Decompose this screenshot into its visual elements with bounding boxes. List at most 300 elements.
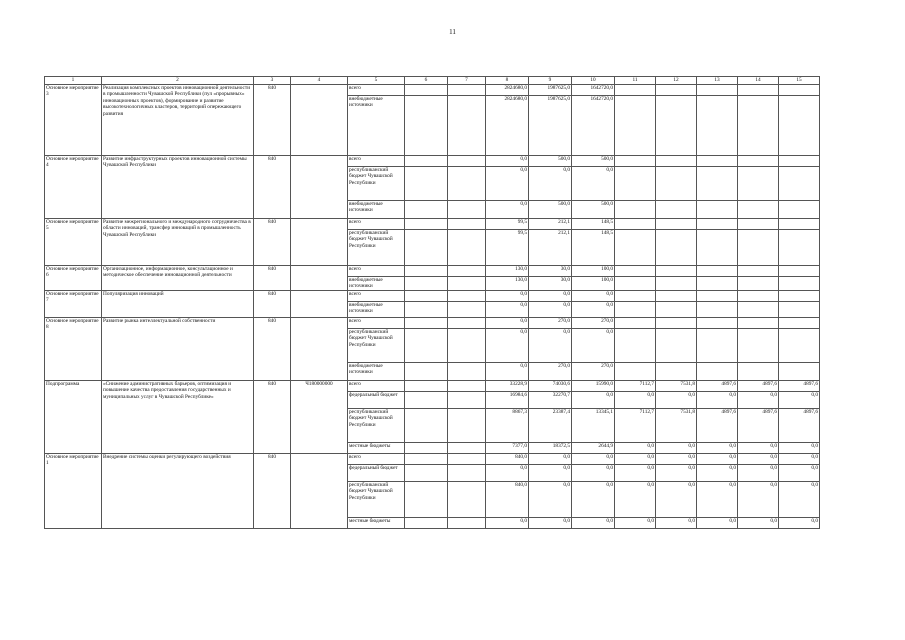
financing-table — [44, 76, 820, 529]
value-cell: 0,0 — [572, 465, 615, 482]
table-row — [45, 219, 820, 230]
funding-source-cell: всего — [348, 381, 405, 392]
value-cell: 0,0 — [529, 302, 572, 318]
value-cell: 18372,5 — [529, 443, 572, 454]
value-cell: 0,0 — [486, 201, 529, 219]
col-header: 14 — [738, 77, 779, 85]
value-cell — [448, 302, 486, 318]
value-cell — [738, 277, 779, 291]
value-cell — [656, 201, 697, 219]
col-header: 2 — [102, 77, 254, 85]
value-cell: 0,0 — [779, 482, 820, 518]
value-cell: 0,0 — [656, 454, 697, 465]
funding-source-cell: всего — [348, 291, 405, 302]
value-cell: 0,0 — [486, 363, 529, 381]
value-cell — [405, 482, 448, 518]
program-description-cell: Внедрение системы оценки регулирующего воздействия — [102, 454, 254, 529]
col-header: 13 — [697, 77, 738, 85]
value-cell — [697, 156, 738, 167]
value-cell — [656, 230, 697, 266]
value-cell: 0,0 — [529, 329, 572, 363]
program-description-cell: Популяризация инноваций — [102, 291, 254, 318]
value-cell: 0,0 — [529, 291, 572, 302]
value-cell — [779, 277, 820, 291]
value-cell — [615, 329, 656, 363]
value-cell — [779, 266, 820, 277]
value-cell: 99,5 — [486, 219, 529, 230]
table-row — [45, 85, 820, 96]
value-cell — [779, 329, 820, 363]
code-cell: 840 — [254, 381, 291, 454]
value-cell — [405, 219, 448, 230]
value-cell — [779, 96, 820, 156]
value-cell: 7377,0 — [486, 443, 529, 454]
value-cell: 7112,7 — [615, 381, 656, 392]
program-name-cell: Основное мероприятие 7 — [45, 291, 102, 318]
code-cell: 840 — [254, 454, 291, 529]
value-cell — [448, 392, 486, 409]
value-cell — [448, 465, 486, 482]
value-cell: 0,0 — [572, 302, 615, 318]
value-cell — [738, 219, 779, 230]
value-cell — [448, 454, 486, 465]
value-cell — [615, 302, 656, 318]
value-cell: 130,0 — [486, 266, 529, 277]
program-description-cell: Развитие межрегионального и международного сотрудничества в области инноваций, трансфер инноваций в промышленность Чувашской Республики — [102, 219, 254, 266]
value-cell: 0,0 — [486, 465, 529, 482]
value-cell: 0,0 — [697, 518, 738, 529]
value-cell — [779, 302, 820, 318]
value-cell: 0,0 — [486, 156, 529, 167]
value-cell — [405, 443, 448, 454]
code-cell — [291, 85, 348, 156]
value-cell: 0,0 — [779, 465, 820, 482]
value-cell — [656, 156, 697, 167]
value-cell: 32270,7 — [529, 392, 572, 409]
col-header: 8 — [486, 77, 529, 85]
value-cell: 0,0 — [697, 454, 738, 465]
value-cell: 7112,7 — [615, 409, 656, 443]
value-cell: 500,0 — [529, 201, 572, 219]
program-name-cell: Основное мероприятие 1 — [45, 454, 102, 529]
value-cell: 0,0 — [738, 518, 779, 529]
value-cell: 270,0 — [572, 363, 615, 381]
value-cell: 0,0 — [529, 482, 572, 518]
value-cell — [615, 201, 656, 219]
value-cell — [738, 156, 779, 167]
code-cell: 840 — [254, 266, 291, 291]
col-header: 9 — [529, 77, 572, 85]
page-number: 11 — [449, 28, 456, 36]
table-row — [45, 291, 820, 302]
value-cell — [656, 85, 697, 96]
value-cell — [656, 266, 697, 277]
value-cell — [656, 302, 697, 318]
value-cell: 0,0 — [779, 518, 820, 529]
value-cell: 0,0 — [615, 482, 656, 518]
table-body — [45, 85, 820, 529]
value-cell: 0,0 — [615, 465, 656, 482]
col-header: 5 — [348, 77, 405, 85]
value-cell — [697, 201, 738, 219]
program-description-cell: Организационное, информационное, консультационное и методическое обеспечение инновационной деятельности — [102, 266, 254, 291]
value-cell: 500,0 — [529, 156, 572, 167]
value-cell: 1642720,0 — [572, 85, 615, 96]
value-cell: 212,1 — [529, 230, 572, 266]
value-cell: 0,0 — [615, 518, 656, 529]
value-cell: 0,0 — [738, 392, 779, 409]
financing-table-container — [44, 76, 819, 529]
value-cell: 13345,1 — [572, 409, 615, 443]
value-cell — [405, 291, 448, 302]
value-cell: 100,0 — [572, 266, 615, 277]
value-cell — [615, 156, 656, 167]
value-cell: 0,0 — [615, 454, 656, 465]
funding-source-cell: республиканский бюджет Чувашской Республики — [348, 329, 405, 363]
value-cell: 100,0 — [572, 277, 615, 291]
value-cell — [448, 518, 486, 529]
value-cell — [448, 318, 486, 329]
value-cell: 130,0 — [486, 277, 529, 291]
program-description-cell: «Снижение административных барьеров, оптимизация и повышение качества предоставления государственных и муниципальных услуг в Чувашской Республике» — [102, 381, 254, 454]
value-cell: 16984,6 — [486, 392, 529, 409]
value-cell: 0,0 — [738, 454, 779, 465]
value-cell: 0,0 — [572, 167, 615, 201]
table-row — [45, 156, 820, 167]
code-cell: 840 — [254, 318, 291, 381]
program-description-cell: Реализация комплексных проектов инновационной деятельности в промышленности Чувашской Республики (пул «прорывных» инновационных проектов), формирование и развитие высокотехнологичных кластеров, территорий опережающего развития — [102, 85, 254, 156]
value-cell: 270,0 — [572, 318, 615, 329]
value-cell — [405, 454, 448, 465]
value-cell — [656, 291, 697, 302]
value-cell: 270,0 — [529, 363, 572, 381]
value-cell: 500,0 — [572, 156, 615, 167]
funding-source-cell: республиканский бюджет Чувашской Республики — [348, 482, 405, 518]
value-cell: 0,0 — [572, 291, 615, 302]
value-cell — [405, 156, 448, 167]
code-cell — [291, 156, 348, 219]
value-cell: 840,0 — [486, 454, 529, 465]
value-cell: 0,0 — [738, 465, 779, 482]
value-cell: 270,0 — [529, 318, 572, 329]
value-cell: 0,0 — [656, 518, 697, 529]
value-cell — [405, 363, 448, 381]
value-cell — [448, 409, 486, 443]
value-cell — [448, 291, 486, 302]
value-cell — [738, 318, 779, 329]
value-cell — [656, 219, 697, 230]
funding-source-cell: всего — [348, 318, 405, 329]
value-cell: 0,0 — [697, 443, 738, 454]
value-cell: 2824680,0 — [486, 96, 529, 156]
value-cell — [448, 329, 486, 363]
value-cell: 30,0 — [529, 277, 572, 291]
value-cell: 0,0 — [738, 443, 779, 454]
program-description-cell: Развитие инфраструктурных проектов инновационной системы Чувашской Республики — [102, 156, 254, 219]
value-cell — [656, 329, 697, 363]
value-cell — [738, 266, 779, 277]
value-cell: 23387,4 — [529, 409, 572, 443]
col-header: 4 — [291, 77, 348, 85]
value-cell: 0,0 — [572, 518, 615, 529]
value-cell — [779, 291, 820, 302]
funding-source-cell: всего — [348, 454, 405, 465]
value-cell: 0,0 — [615, 392, 656, 409]
value-cell — [405, 96, 448, 156]
value-cell: 0,0 — [656, 443, 697, 454]
value-cell: 148,5 — [572, 230, 615, 266]
value-cell: 0,0 — [738, 482, 779, 518]
value-cell: 0,0 — [529, 465, 572, 482]
value-cell — [615, 85, 656, 96]
value-cell — [615, 363, 656, 381]
program-name-cell: Подпрограмма — [45, 381, 102, 454]
value-cell — [779, 230, 820, 266]
value-cell — [405, 518, 448, 529]
value-cell — [405, 302, 448, 318]
value-cell: 0,0 — [486, 302, 529, 318]
value-cell: 0,0 — [697, 392, 738, 409]
header-row — [45, 77, 820, 85]
value-cell — [615, 219, 656, 230]
value-cell — [615, 277, 656, 291]
value-cell: 7531,8 — [656, 381, 697, 392]
value-cell — [779, 156, 820, 167]
value-cell — [405, 201, 448, 219]
value-cell — [448, 167, 486, 201]
program-name-cell: Основное мероприятие 6 — [45, 266, 102, 291]
value-cell — [405, 409, 448, 443]
value-cell — [448, 85, 486, 96]
value-cell — [656, 96, 697, 156]
value-cell — [615, 96, 656, 156]
value-cell: 0,0 — [572, 482, 615, 518]
value-cell — [697, 266, 738, 277]
value-cell — [615, 167, 656, 201]
value-cell — [656, 318, 697, 329]
value-cell — [656, 363, 697, 381]
value-cell: 2824680,0 — [486, 85, 529, 96]
col-header: 10 — [572, 77, 615, 85]
value-cell — [738, 291, 779, 302]
value-cell: 0,0 — [529, 167, 572, 201]
value-cell: 99,5 — [486, 230, 529, 266]
value-cell — [697, 96, 738, 156]
value-cell — [738, 201, 779, 219]
program-name-cell: Основное мероприятие 8 — [45, 318, 102, 381]
code-cell: 840 — [254, 85, 291, 156]
value-cell: 0,0 — [697, 482, 738, 518]
value-cell — [405, 318, 448, 329]
value-cell — [405, 167, 448, 201]
value-cell: 0,0 — [486, 291, 529, 302]
value-cell — [779, 219, 820, 230]
value-cell — [615, 318, 656, 329]
value-cell: 0,0 — [656, 465, 697, 482]
value-cell — [448, 482, 486, 518]
value-cell — [697, 85, 738, 96]
funding-source-cell: республиканский бюджет Чувашской Республики — [348, 167, 405, 201]
value-cell — [738, 167, 779, 201]
value-cell — [615, 230, 656, 266]
funding-source-cell: местные бюджеты — [348, 443, 405, 454]
table-row — [45, 318, 820, 329]
value-cell — [779, 318, 820, 329]
value-cell: 0,0 — [486, 518, 529, 529]
value-cell: 1987625,0 — [529, 96, 572, 156]
code-cell: Ч180000000 — [291, 381, 348, 454]
value-cell — [448, 266, 486, 277]
code-cell — [291, 318, 348, 381]
value-cell: 74030,6 — [529, 381, 572, 392]
funding-source-cell: всего — [348, 219, 405, 230]
value-cell: 33228,9 — [486, 381, 529, 392]
value-cell — [697, 363, 738, 381]
value-cell: 0,0 — [779, 392, 820, 409]
col-header: 6 — [405, 77, 448, 85]
program-name-cell: Основное мероприятие 4 — [45, 156, 102, 219]
value-cell — [697, 167, 738, 201]
value-cell — [448, 230, 486, 266]
value-cell — [656, 277, 697, 291]
value-cell — [405, 85, 448, 96]
value-cell: 1642720,0 — [572, 96, 615, 156]
value-cell: 0,0 — [615, 443, 656, 454]
value-cell — [779, 167, 820, 201]
value-cell: 500,0 — [572, 201, 615, 219]
value-cell — [448, 156, 486, 167]
col-header: 7 — [448, 77, 486, 85]
value-cell — [738, 302, 779, 318]
value-cell: 0,0 — [486, 167, 529, 201]
value-cell: 0,0 — [529, 518, 572, 529]
funding-source-cell: внебюджетные источники — [348, 96, 405, 156]
value-cell: 0,0 — [656, 482, 697, 518]
value-cell — [405, 277, 448, 291]
value-cell — [779, 85, 820, 96]
funding-source-cell: республиканский бюджет Чувашской Республики — [348, 230, 405, 266]
value-cell — [448, 96, 486, 156]
col-header: 15 — [779, 77, 820, 85]
value-cell: 4897,6 — [697, 381, 738, 392]
program-name-cell: Основное мероприятие 3 — [45, 85, 102, 156]
value-cell — [738, 329, 779, 363]
value-cell — [779, 201, 820, 219]
value-cell: 0,0 — [572, 392, 615, 409]
value-cell — [405, 329, 448, 363]
value-cell: 15990,0 — [572, 381, 615, 392]
funding-source-cell: республиканский бюджет Чувашской Республики — [348, 409, 405, 443]
value-cell — [448, 219, 486, 230]
value-cell: 4897,6 — [779, 409, 820, 443]
value-cell: 2644,9 — [572, 443, 615, 454]
value-cell — [697, 302, 738, 318]
value-cell: 0,0 — [572, 329, 615, 363]
code-cell — [291, 454, 348, 529]
funding-source-cell: всего — [348, 85, 405, 96]
value-cell: 0,0 — [779, 443, 820, 454]
table-row — [45, 381, 820, 392]
code-cell: 840 — [254, 219, 291, 266]
value-cell — [738, 85, 779, 96]
value-cell — [405, 230, 448, 266]
value-cell — [448, 381, 486, 392]
value-cell — [697, 277, 738, 291]
value-cell — [405, 381, 448, 392]
value-cell — [738, 363, 779, 381]
funding-source-cell: федеральный бюджет — [348, 392, 405, 409]
value-cell: 0,0 — [486, 329, 529, 363]
value-cell: 1987625,0 — [529, 85, 572, 96]
funding-source-cell: внебюджетные источники — [348, 363, 405, 381]
funding-source-cell: внебюджетные источники — [348, 302, 405, 318]
funding-source-cell: внебюджетные источники — [348, 277, 405, 291]
value-cell — [405, 392, 448, 409]
funding-source-cell: всего — [348, 156, 405, 167]
code-cell — [291, 291, 348, 318]
code-cell — [291, 266, 348, 291]
value-cell — [779, 363, 820, 381]
value-cell — [697, 318, 738, 329]
value-cell — [697, 230, 738, 266]
value-cell — [738, 96, 779, 156]
col-header: 1 — [45, 77, 102, 85]
value-cell: 0,0 — [572, 454, 615, 465]
value-cell: 0,0 — [656, 392, 697, 409]
value-cell — [405, 465, 448, 482]
program-name-cell: Основное мероприятие 5 — [45, 219, 102, 266]
table-row — [45, 454, 820, 465]
value-cell: 0,0 — [486, 318, 529, 329]
value-cell — [738, 230, 779, 266]
value-cell: 212,1 — [529, 219, 572, 230]
value-cell — [615, 266, 656, 277]
col-header: 3 — [254, 77, 291, 85]
funding-source-cell: федеральный бюджет — [348, 465, 405, 482]
col-header: 12 — [656, 77, 697, 85]
value-cell: 0,0 — [697, 465, 738, 482]
value-cell: 4897,6 — [779, 381, 820, 392]
value-cell: 8867,3 — [486, 409, 529, 443]
value-cell: 30,0 — [529, 266, 572, 277]
program-description-cell: Развитие рынка интеллектуальной собственности — [102, 318, 254, 381]
value-cell — [448, 277, 486, 291]
value-cell — [697, 329, 738, 363]
funding-source-cell: местные бюджеты — [348, 518, 405, 529]
code-cell — [291, 219, 348, 266]
funding-source-cell: внебюджетные источники — [348, 201, 405, 219]
value-cell — [697, 291, 738, 302]
value-cell: 7531,8 — [656, 409, 697, 443]
value-cell: 0,0 — [529, 454, 572, 465]
table-row — [45, 266, 820, 277]
value-cell — [405, 266, 448, 277]
value-cell: 4897,6 — [738, 381, 779, 392]
code-cell: 840 — [254, 156, 291, 219]
value-cell: 4897,6 — [697, 409, 738, 443]
col-header: 11 — [615, 77, 656, 85]
value-cell — [656, 167, 697, 201]
value-cell: 148,5 — [572, 219, 615, 230]
value-cell — [615, 291, 656, 302]
code-cell: 840 — [254, 291, 291, 318]
value-cell: 840,0 — [486, 482, 529, 518]
value-cell — [697, 219, 738, 230]
value-cell — [448, 201, 486, 219]
value-cell — [448, 443, 486, 454]
funding-source-cell: всего — [348, 266, 405, 277]
value-cell: 4897,6 — [738, 409, 779, 443]
